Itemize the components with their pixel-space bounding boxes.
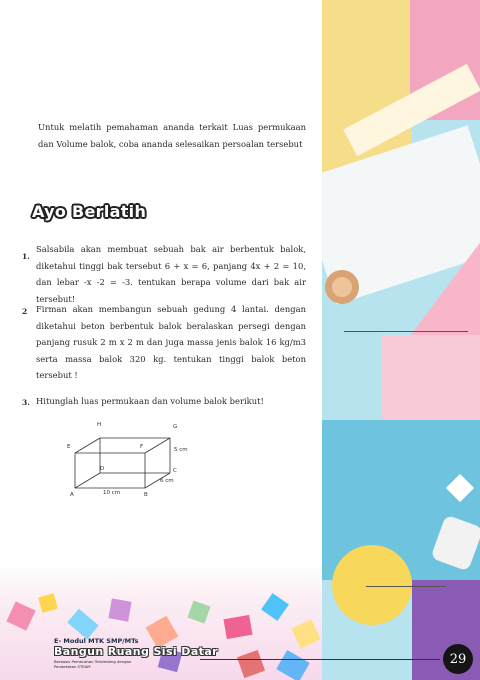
vertex-label-d: D bbox=[100, 466, 105, 472]
height-label: 5 cm bbox=[174, 447, 188, 453]
intro-text: Untuk melatih pemahaman ananda terkait Luas permukaan dan Volume balok, coba ananda selesaikan persoalan tersebut bbox=[38, 122, 306, 149]
question-1-text: Salsabila akan membuat sebuah bak air berbentuk balok, diketahui tinggi bak tersebut 6 + x = 6, panjang 4x + 2 = 10, dan lebar -x -2 = -3. tentukan berapa volume dari bak air tersebut! bbox=[36, 244, 306, 304]
vertex-label-e: E bbox=[67, 444, 71, 450]
vertex-label-c: C bbox=[173, 468, 177, 474]
page-number: 29 bbox=[443, 644, 473, 674]
edge-eh bbox=[75, 438, 100, 453]
question-number: 3. bbox=[22, 398, 30, 407]
question-number: 2 bbox=[22, 307, 28, 316]
vertex-label-h: H bbox=[97, 422, 102, 428]
deco-orange-ring bbox=[325, 270, 359, 304]
cuboid-figure bbox=[60, 415, 210, 500]
deco-light-pink-card bbox=[382, 335, 480, 425]
module-title: Bangun Ruang Sisi Datar bbox=[54, 645, 218, 658]
question-number: 1. bbox=[22, 252, 30, 261]
width-label: 6 cm bbox=[160, 478, 174, 484]
module-label: E- Modul MTK SMP/MTs bbox=[54, 637, 139, 645]
vertex-label-a: A bbox=[70, 492, 74, 498]
section-title: Ayo Berlatih bbox=[32, 202, 147, 221]
deco-yellow-circle bbox=[332, 545, 412, 625]
deco-line-1 bbox=[344, 331, 468, 332]
question-3-text: Hitunglah luas permukaan dan volume balok berikut! bbox=[36, 396, 264, 406]
decorative-background bbox=[322, 0, 480, 680]
deco-line-2 bbox=[366, 586, 446, 587]
length-label: 10 cm bbox=[103, 490, 121, 496]
vertex-label-g: G bbox=[173, 424, 178, 430]
vertex-label-b: B bbox=[144, 492, 148, 498]
edge-fg bbox=[145, 438, 170, 453]
question-2-text: Firman akan membangun sebuah gedung 4 lantai. dengan diketahui beton berbentuk balok beralaskan persegi dengan panjang rusuk 2 m x 2 m dan juga massa jenis balok 16 kg/m3 serta massa balok 320 kg. tentukan tinggi balok beton tersebut ! bbox=[36, 304, 306, 380]
edge-ad bbox=[75, 473, 100, 488]
vertex-label-f: F bbox=[140, 444, 144, 450]
footer-divider bbox=[200, 659, 440, 660]
module-subtitle: Berbasis Pemecahan Terbimbing dengan Pendekatan STEAM bbox=[54, 659, 132, 669]
